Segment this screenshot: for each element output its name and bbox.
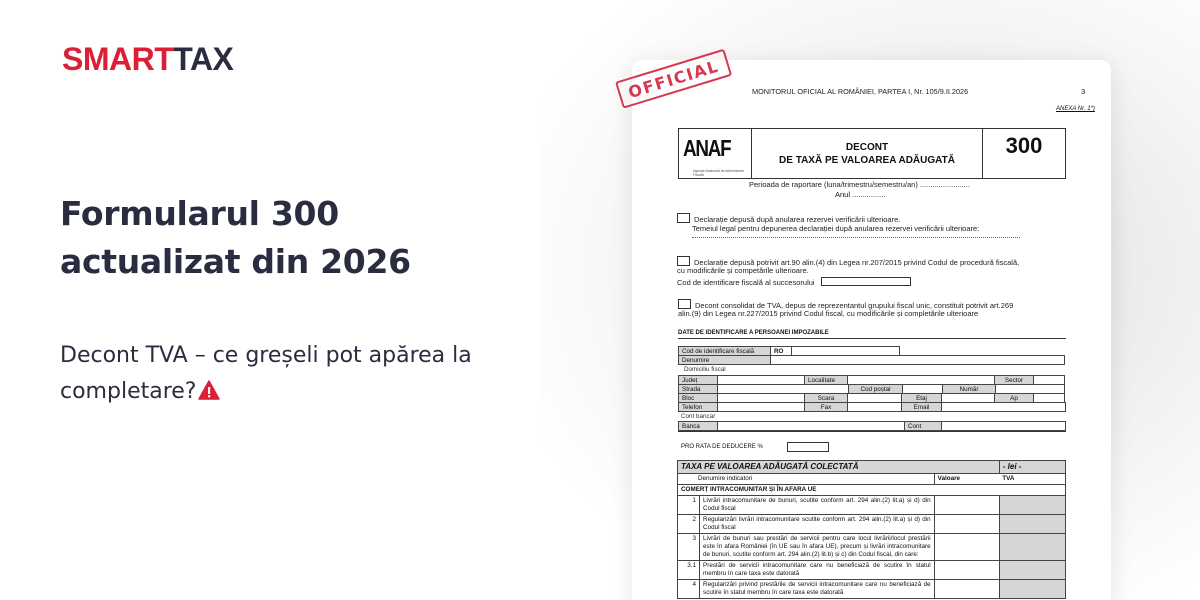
monitor-header: MONITORUL OFICIAL AL ROMÂNIEI, PARTEA I, Nr. 105/9.II.2026 <box>752 87 969 96</box>
logo-smart: SMART <box>62 41 174 77</box>
subhead-line2-wrap <box>60 374 540 410</box>
localitate-label: Localitate <box>804 375 848 385</box>
etaj-label: Etaj <box>901 393 942 403</box>
page-title <box>60 190 540 286</box>
successor-label: Cod de identificare fiscală al succesorului <box>677 278 815 287</box>
pro-rata-input[interactable] <box>787 442 829 452</box>
checkbox-annulment[interactable] <box>677 213 690 223</box>
checkbox3-label: Decont consolidat de TVA, depus de reprezentantul grupului fiscal unic, constituit potrivit art.269 <box>695 301 1014 310</box>
headline-line1: Formularul 300 <box>60 194 339 233</box>
ap-label: Ap <box>994 393 1034 403</box>
col-tva: TVA <box>999 474 1065 485</box>
cont-bancar-label: Cont bancar <box>681 413 716 420</box>
row-description: Livrări intracomunitare de bunuri, scutite conform art. 294 alin.(2) lit.a) și d) din Codul fiscal <box>700 496 935 515</box>
checkbox-consolidated[interactable] <box>678 299 691 309</box>
anaf-logo <box>679 129 752 178</box>
sector-label: Sector <box>994 375 1034 385</box>
valoare-cell[interactable] <box>934 580 999 599</box>
email-label: Email <box>901 402 942 412</box>
divider <box>678 431 1066 432</box>
checkbox1-label: Declarație depusă după anularea rezervei verificării ulterioare. <box>694 215 901 224</box>
row-number: 2 <box>678 515 700 534</box>
tva-cell <box>999 496 1065 515</box>
dotted-line <box>692 237 1020 238</box>
domiciliu-label: Domiciliu fiscal <box>684 366 726 373</box>
valoare-cell[interactable] <box>934 534 999 561</box>
row-number: 1 <box>678 496 700 515</box>
warning-icon <box>198 376 220 396</box>
table-row <box>678 515 1066 534</box>
row-banca <box>678 421 1066 431</box>
telefon-input[interactable] <box>717 402 805 412</box>
smartax-logo[interactable] <box>62 41 233 77</box>
row-denumire <box>678 355 1065 365</box>
subhead-line1: Decont TVA – ce greșeli pot apărea la <box>60 343 472 368</box>
id-section-title: DATE DE IDENTIFICARE A PERSOANEI IMPOZABILE <box>678 330 829 336</box>
checkbox3-line2: alin.(9) din Legea nr.227/2015 privind Codul fiscal, cu modificările și completările ulterioare <box>678 309 979 318</box>
banca-label: Banca <box>678 421 718 431</box>
denumire-input[interactable] <box>770 355 1065 365</box>
cod-postal-label: Cod poștal <box>848 384 903 394</box>
table-row <box>678 496 1066 515</box>
checkbox1-line2: Temeiul legal pentru depunerea declarației după anularea rezervei verificării ulterioare: <box>692 224 980 233</box>
fax-input[interactable] <box>847 402 902 412</box>
year-label: Anul ................ <box>835 190 886 199</box>
document-preview <box>632 60 1111 600</box>
tva-colectata-table <box>677 460 1066 599</box>
valoare-cell[interactable] <box>934 561 999 580</box>
pro-rata-label: PRO RATA DE DEDUCERE % <box>681 444 763 450</box>
subtitle <box>60 338 540 410</box>
row-number: 4 <box>678 580 700 599</box>
checkbox2-label: Declarație depusă potrivit art.90 alin.(4) din Legea nr.207/2015 privind Codul de procedură fiscală, <box>694 258 1020 267</box>
bloc-label: Bloc <box>678 393 718 403</box>
successor-cif-input[interactable] <box>821 277 911 286</box>
row-telefon <box>678 402 1066 412</box>
section-row <box>678 485 1066 496</box>
official-stamp: OFFICIAL <box>615 49 732 109</box>
tva-cell <box>999 580 1065 599</box>
logo-tax: TAX <box>173 41 234 77</box>
cont-label: Cont <box>904 421 942 431</box>
form-number: 300 <box>1005 133 1043 158</box>
row-description: Prestări de servicii intracomunitare care nu beneficiază de scutire în statul membru în care taxa este datorată <box>700 561 935 580</box>
cif-label: Cod de identificare fiscală <box>678 346 771 356</box>
denumire-label: Denumire <box>678 355 771 365</box>
table-unit: - lei - <box>999 461 1065 474</box>
row-number: 3 <box>678 534 700 561</box>
telefon-label: Telefon <box>678 402 718 412</box>
page-number: 3 <box>1081 87 1086 96</box>
cont-input[interactable] <box>941 421 1066 431</box>
valoare-cell[interactable] <box>934 496 999 515</box>
row-description: Livrări de bunuri sau prestări de servicii pentru care locul livrării/locul prestării este în afara României (în UE sau în afara UE), precum și livrări intracomunitare de bunuri, scutite conform art. 294 alin.(2) lit.b) și c) din Codul fiscal, din care: <box>700 534 935 561</box>
form-title <box>752 129 983 178</box>
fax-label: Fax <box>804 402 848 412</box>
form-title-box <box>678 128 1066 179</box>
valoare-cell[interactable] <box>934 515 999 534</box>
subhead-line2: completare? <box>60 379 197 404</box>
anaf-subtitle: Agenția Națională de Administrare Fiscală <box>693 169 745 177</box>
row-description: Regularizări livrări intracomunitare scutite conform art. 294 alin.(2) lit.a) și d) din Codul fiscal <box>700 515 935 534</box>
numar-label: Număr <box>942 384 996 394</box>
checkbox2-line2: cu modificările și competările ulterioare. <box>677 266 809 275</box>
tva-cell <box>999 515 1065 534</box>
period-label: Perioada de raportare (luna/trimestru/semestru/an) ........................ <box>749 180 970 189</box>
email-input[interactable] <box>941 402 1066 412</box>
banca-input[interactable] <box>717 421 905 431</box>
col-denumire: Denumire indicatori <box>678 474 935 485</box>
headline-line2: actualizat din 2026 <box>60 242 411 281</box>
scara-label: Scara <box>804 393 848 403</box>
strada-label: Strada <box>678 384 718 394</box>
table-row <box>678 580 1066 599</box>
anaf-wordmark: ANAF <box>683 135 731 161</box>
section-label: COMERȚ INTRACOMUNITAR ȘI ÎN AFARA UE <box>678 485 1066 496</box>
judet-label: Județ <box>678 375 718 385</box>
form-title-line1: DECONT <box>845 141 889 153</box>
ro-prefix: RO <box>770 346 792 356</box>
table-title: TAXA PE VALOAREA ADĂUGATĂ COLECTATĂ <box>678 461 1000 474</box>
anexa-label: ANEXA Nr. 1*) <box>1056 106 1095 112</box>
table-row <box>678 561 1066 580</box>
successor-row <box>677 277 911 288</box>
row-number: 3.1 <box>678 561 700 580</box>
checkbox-art90[interactable] <box>677 256 690 266</box>
tva-cell <box>999 534 1065 561</box>
divider <box>678 338 1066 339</box>
col-valoare: Valoare <box>934 474 999 485</box>
form-title-line2: DE TAXĂ PE VALOAREA ADĂUGATĂ <box>779 154 955 166</box>
row-description: Regularizări privind prestările de servicii intracomunitare care nu beneficiază de scutire în statul membru în care taxa este datorată <box>700 580 935 599</box>
table-row <box>678 534 1066 561</box>
tva-cell <box>999 561 1065 580</box>
column-header-row <box>678 474 1066 485</box>
table-title-row <box>678 461 1066 474</box>
